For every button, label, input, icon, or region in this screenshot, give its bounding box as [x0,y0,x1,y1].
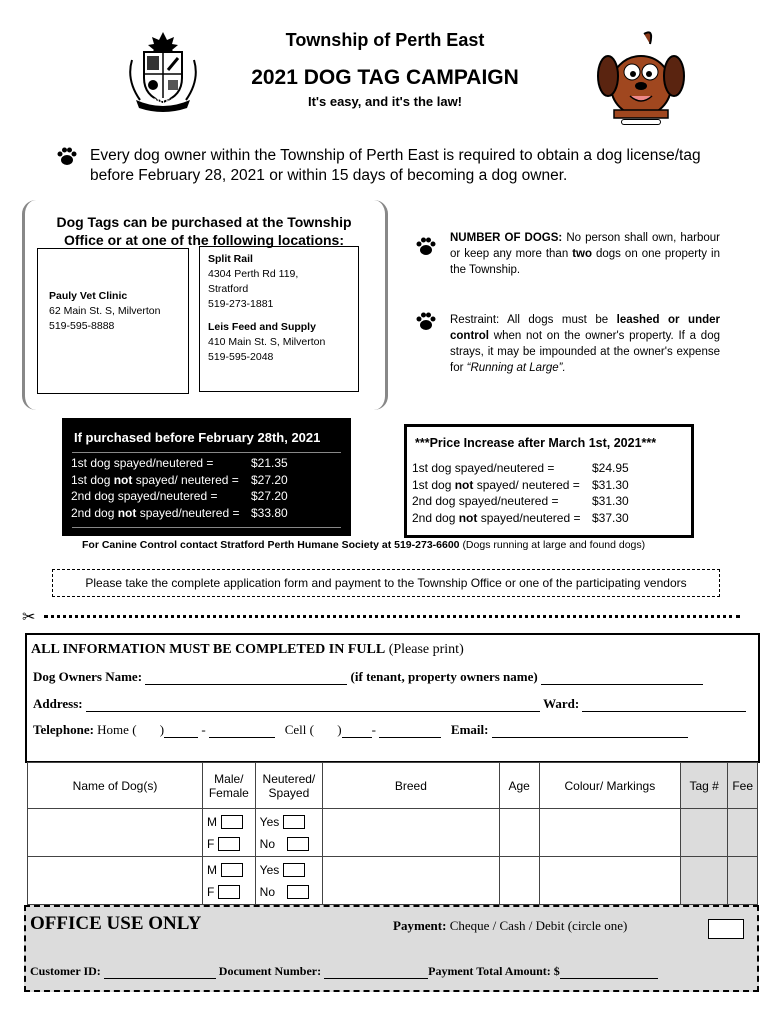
price-value: $27.20 [251,472,288,487]
price-value: $31.30 [592,477,629,492]
neutered-yes-checkbox[interactable] [283,815,305,829]
vendor-city: Stratford [208,283,249,295]
office-stamp-box [708,919,744,939]
price-label: 1st dog not spayed/ neutered = [412,477,580,492]
vendor-name: Split Rail [208,253,253,265]
price-value: $24.95 [592,461,629,475]
price-value: $31.30 [592,494,629,508]
telephone-label: Telephone: [33,722,94,737]
female-checkbox[interactable] [218,837,240,851]
payment-total-label: Payment Total Amount: $ [428,964,560,978]
customer-id-label: Customer ID: [30,964,101,978]
address-field[interactable] [86,711,540,712]
early-price-box [62,418,351,536]
vendor-phone: 519-273-1881 [208,298,274,310]
breed-cell[interactable] [323,857,500,905]
price-label: 2nd dog spayed/neutered = [412,494,559,508]
home-phone-label: Home ( [97,722,137,737]
scissors-icon: ✂ [22,609,36,626]
vendor-name: Pauly Vet Clinic [49,290,128,302]
organization-title: Township of Perth East [285,30,485,50]
cell-phone-field-b[interactable] [379,737,441,738]
vendor-address: 62 Main St. S, Milverton [49,305,161,317]
price-value: $27.20 [251,489,288,503]
home-phone-field-b[interactable] [209,737,275,738]
price-label: 1st dog not spayed/ neutered = [71,472,239,487]
price-value: $37.30 [592,510,629,525]
intro-text: Every dog owner within the Township of Perth East is required to obtain a dog license/tag before February 28, 2021 or within 15 days of becoming a dog owner. [90,147,701,184]
price-value: $21.35 [251,456,288,470]
tag-cell [681,809,728,857]
colour-cell[interactable] [539,857,680,905]
price-label: 1st dog spayed/neutered = [412,461,555,475]
document-number-field [324,978,428,979]
ward-field[interactable] [582,711,746,712]
neutered-no-checkbox[interactable] [287,837,309,851]
late-price-box [404,424,694,538]
neutered-yes-checkbox[interactable] [283,863,305,877]
locations-heading: Dog Tags can be purchased at the Township Office or at one of the following locations: [56,214,352,248]
instruction-text: Please take the complete application form and payment to the Township Office or one of the participating vendors [85,576,687,590]
payment-total-field [560,978,658,979]
payment-options: Cheque / Cash / Debit (circle one) [449,918,628,933]
header-name-of-dogs: Name of Dog(s) [28,763,203,809]
email-label: Email: [450,722,489,737]
header-sex: Male/ Female [203,763,256,809]
price-row [412,510,629,527]
number-of-dogs-rule: NUMBER OF DOGS: No person shall own, harbour or keep any more than two dogs on one property in the Township. [450,232,720,276]
address-label: Address: [33,696,83,711]
header-colour: Colour/ Markings [539,763,680,809]
price-row [71,472,288,489]
colour-cell[interactable] [539,809,680,857]
breed-cell[interactable] [323,809,500,857]
office-use-title: OFFICE USE ONLY [30,913,202,934]
neutered-no-checkbox[interactable] [287,885,309,899]
restraint-rule: Restraint: All dogs must be leashed or under control when not on the owner's property. If a dog strays, it may be impounded at the owner's expense for “Running at Large”. [450,314,720,374]
price-value: $33.80 [251,505,288,520]
owner-name-field[interactable] [145,684,347,685]
owner-name-label: Dog Owners Name: [33,669,143,684]
header-age: Age [499,763,539,809]
late-price-heading: ***Price Increase after March 1st, 2021*** [415,436,657,450]
campaign-title: 2021 DOG TAG CAMPAIGN [251,66,519,89]
document-number-label: Document Number: [218,964,322,978]
vendor-box-pauly [37,248,189,394]
paw-print-icon [416,236,436,256]
vendor-phone: 519-595-2048 [208,351,274,363]
vendor-phone: 519-595-8888 [49,320,115,332]
canine-control-notice: For Canine Control contact Stratford Perth Humane Society at 519-273-6600 (Dogs running at large and found dogs) [82,539,646,551]
fee-cell [728,809,758,857]
instruction-box [52,569,720,597]
cell-phone-label: Cell ( [284,722,314,737]
email-field[interactable] [492,737,688,738]
cut-line [44,615,740,618]
tenant-label: (if tenant, property owners name) [350,669,538,684]
price-label: 2nd dog not spayed/neutered = [412,510,581,525]
header-neutered: Neutered/ Spayed [255,763,322,809]
dog-name-cell[interactable] [28,809,203,857]
price-row [412,460,629,477]
table-row: M F Yes No [28,857,758,905]
ward-label: Ward: [543,696,580,711]
price-label: 1st dog spayed/neutered = [71,456,214,470]
tagline: It's easy, and it's the law! [307,94,463,109]
table-row: M F Yes No [28,809,758,857]
price-row [71,505,288,522]
customer-id-field [104,978,216,979]
female-checkbox[interactable] [218,885,240,899]
home-phone-field-a[interactable] [164,737,198,738]
age-cell[interactable] [499,857,539,905]
vendor-box-others [199,246,359,392]
paw-print-icon [57,146,77,166]
dog-registration-table [27,762,758,905]
paw-print-icon [416,311,436,331]
early-price-heading: If purchased before February 28th, 2021 [74,430,321,445]
form-heading-note: (Please print) [388,642,464,657]
age-cell[interactable] [499,809,539,857]
header-breed: Breed [323,763,500,809]
price-row [412,493,629,510]
payment-label: Payment: [393,918,447,933]
male-checkbox[interactable] [221,815,243,829]
property-owner-field[interactable] [541,684,703,685]
fee-cell [728,857,758,905]
price-row [71,455,288,472]
tag-cell [681,857,728,905]
dog-name-cell[interactable] [28,857,203,905]
vendor-address: 410 Main St. S, Milverton [208,336,326,348]
header-tag: Tag # [681,763,728,809]
vendor-name: Leis Feed and Supply [208,321,316,333]
price-row [412,477,629,494]
male-checkbox[interactable] [221,863,243,877]
price-row [71,488,288,505]
form-heading: ALL INFORMATION MUST BE COMPLETED IN FULL [31,642,386,657]
application-form: ALL INFORMATION MUST BE COMPLETED IN FULL (Please print) Dog Owners Name: (if tenant, property owners name) Address: Ward: Telephone: Home ( ) - Cell ( ) - Email: [25,633,760,763]
cell-phone-field-a[interactable] [342,737,372,738]
price-label: 2nd dog spayed/neutered = [71,489,218,503]
crest-motto: PERTH EAST [143,99,182,105]
vendor-address: 4304 Perth Rd 119, [208,268,299,280]
price-label: 2nd dog not spayed/neutered = [71,505,240,520]
office-use-section [24,905,759,992]
header-fee: Fee [728,763,758,809]
